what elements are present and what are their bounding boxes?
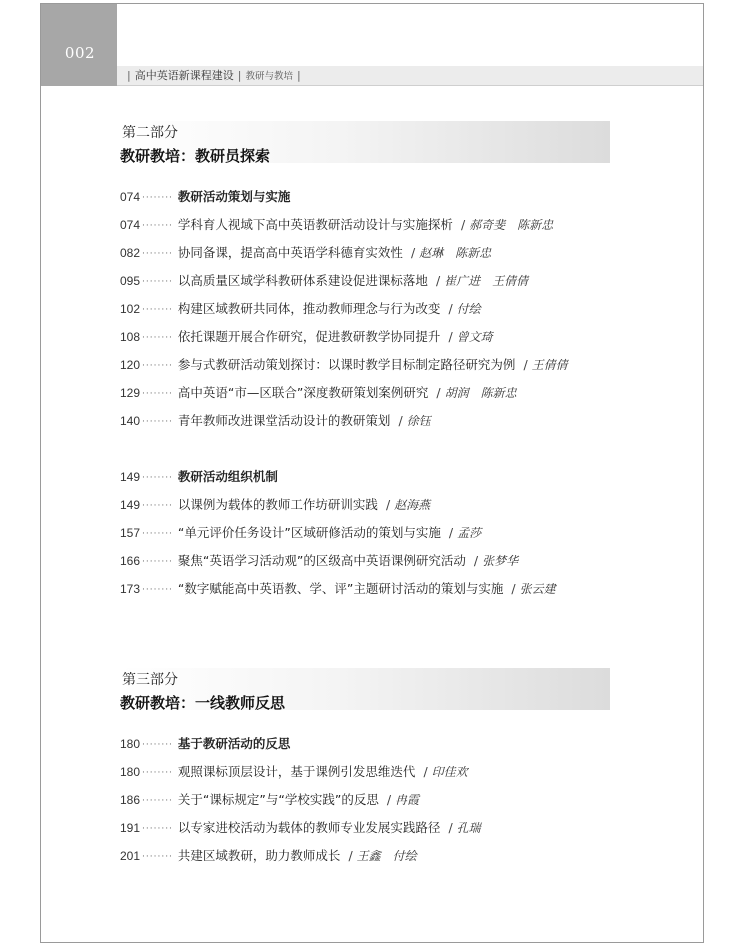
entry-author: 胡润 陈新忠 bbox=[444, 386, 517, 400]
toc-entry[interactable]: 082 ········ 协同备课，提高高中英语学科德育实效性 / 赵琳 陈新忠 bbox=[120, 245, 492, 260]
entry-author: 王鑫 付绘 bbox=[356, 849, 417, 863]
entry-author: 孟莎 bbox=[457, 526, 482, 540]
toc-entry[interactable]: 074 ········ 学科育人视域下高中英语教研活动设计与实施探析 / 郝奇斐 陈新忠 bbox=[120, 217, 554, 232]
entry-title: 学科育人视域下高中英语教研活动设计与实施探析 bbox=[177, 217, 453, 232]
entry-author: 赵海燕 bbox=[394, 498, 431, 512]
toc-entry[interactable]: 186 ········ 关于“课标规定”与“学校实践”的反思 / 冉霞 bbox=[120, 792, 420, 807]
page-ref: 201 bbox=[120, 849, 141, 863]
page-number: 002 bbox=[64, 44, 96, 62]
page-ref: 120 bbox=[120, 358, 141, 372]
entry-author: 崔广进 王倩倩 bbox=[444, 274, 529, 288]
entry-author: 孔瑞 bbox=[456, 821, 481, 835]
entry-title: 协同备课，提高高中英语学科德育实效性 bbox=[177, 245, 403, 260]
toc-entry[interactable]: 173 ········ “数字赋能高中英语教、学、评”主题研讨活动的策划与实施 / 张云建 bbox=[120, 581, 556, 596]
page-ref: 074 bbox=[120, 190, 141, 204]
entry-title: 关于“课标规定”与“学校实践”的反思 bbox=[177, 792, 379, 807]
entry-title: 构建区域教研共同体，推动教师理念与行为改变 bbox=[177, 301, 441, 316]
page-ref: 149 bbox=[120, 498, 141, 512]
entry-title: 依托课题开展合作研究，促进教研教学协同提升 bbox=[177, 329, 441, 344]
entry-title: 以高质量区域学科教研体系建设促进课标落地 bbox=[177, 273, 428, 288]
page-ref: 102 bbox=[120, 302, 141, 316]
page-ref: 180 bbox=[120, 765, 141, 779]
entry-title: 共建区域教研，助力教师成长 bbox=[177, 848, 341, 863]
part-title: 教研教培：一线教师反思 bbox=[120, 694, 286, 712]
entry-author: 付绘 bbox=[456, 302, 481, 316]
entry-author: 王倩倩 bbox=[531, 358, 568, 372]
entry-title: 观照课标顶层设计，基于课例引发思维迭代 bbox=[177, 764, 416, 779]
entry-title: 青年教师改进课堂活动设计的教研策划 bbox=[177, 413, 391, 428]
entry-title: 参与式教研活动策划探讨：以课时教学目标制定路径研究为例 bbox=[177, 357, 516, 372]
part-label: 第二部分 bbox=[122, 125, 178, 141]
toc-group-heading[interactable]: 180 ········ 基于教研活动的反思 bbox=[120, 736, 291, 751]
entry-title: “单元评价任务设计”区域研修活动的策划与实施 bbox=[177, 525, 441, 540]
toc-entry[interactable]: 191 ········ 以专家进校活动为载体的教师专业发展实践路径 / 孔瑞 bbox=[120, 820, 481, 835]
toc-entry[interactable]: 149 ········ 以课例为载体的教师工作坊研训实践 / 赵海燕 bbox=[120, 497, 431, 512]
entry-author: 印佳欢 bbox=[431, 765, 468, 779]
toc-entry[interactable]: 102 ········ 构建区域教研共同体，推动教师理念与行为改变 / 付绘 bbox=[120, 301, 481, 316]
toc-entry[interactable]: 140 ········ 青年教师改进课堂活动设计的教研策划 / 徐钰 bbox=[120, 413, 431, 428]
entry-title: 基于教研活动的反思 bbox=[177, 736, 291, 751]
book-page bbox=[40, 3, 704, 943]
page-ref: 149 bbox=[120, 470, 141, 484]
header-divider: | bbox=[296, 69, 301, 82]
page-corner-tab bbox=[41, 4, 117, 86]
page-ref: 166 bbox=[120, 554, 141, 568]
toc-entry[interactable]: 108 ········ 依托课题开展合作研究，促进教研教学协同提升 / 曾文琦 bbox=[120, 329, 493, 344]
entry-author: 郝奇斐 陈新忠 bbox=[469, 218, 554, 232]
page-ref: 074 bbox=[120, 218, 141, 232]
page-ref: 082 bbox=[120, 246, 141, 260]
entry-title: 教研活动策划与实施 bbox=[177, 189, 291, 204]
page-ref: 157 bbox=[120, 526, 141, 540]
page-ref: 173 bbox=[120, 582, 141, 596]
page-ref: 140 bbox=[120, 414, 141, 428]
toc-entry[interactable]: 180 ········ 观照课标顶层设计，基于课例引发思维迭代 / 印佳欢 bbox=[120, 764, 468, 779]
page-ref: 095 bbox=[120, 274, 141, 288]
toc-entry[interactable]: 120 ········ 参与式教研活动策划探讨：以课时教学目标制定路径研究为例 / 王倩倩 bbox=[120, 357, 568, 372]
entry-author: 冉霞 bbox=[395, 793, 420, 807]
entry-author: 徐钰 bbox=[406, 414, 431, 428]
part-title: 教研教培：教研员探索 bbox=[120, 147, 271, 165]
entry-title: 以课例为载体的教师工作坊研训实践 bbox=[177, 497, 378, 512]
toc-group-heading[interactable]: 149 ········ 教研活动组织机制 bbox=[120, 469, 278, 484]
toc-entry[interactable]: 157 ········ “单元评价任务设计”区域研修活动的策划与实施 / 孟莎 bbox=[120, 525, 482, 540]
entry-author: 赵琳 陈新忠 bbox=[419, 246, 492, 260]
toc-group-heading[interactable]: 074 ········ 教研活动策划与实施 bbox=[120, 189, 291, 204]
book-title: 高中英语新课程建设 bbox=[134, 69, 234, 82]
toc-entry[interactable]: 129 ········ 高中英语“市—区联合”深度教研策划案例研究 / 胡润 陈新忠 bbox=[120, 385, 517, 400]
entry-author: 张梦华 bbox=[482, 554, 519, 568]
toc-entry[interactable]: 095 ········ 以高质量区域学科教研体系建设促进课标落地 / 崔广进 王倩倩 bbox=[120, 273, 529, 288]
page-ref: 180 bbox=[120, 737, 141, 751]
page-ref: 108 bbox=[120, 330, 141, 344]
entry-title: 教研活动组织机制 bbox=[177, 469, 278, 484]
header-divider: | bbox=[127, 69, 131, 82]
part-label: 第三部分 bbox=[122, 672, 178, 688]
entry-author: 张云建 bbox=[519, 582, 556, 596]
page-ref: 191 bbox=[120, 821, 141, 835]
entry-title: 高中英语“市—区联合”深度教研策划案例研究 bbox=[177, 385, 429, 400]
entry-author: 曾文琦 bbox=[456, 330, 493, 344]
entry-title: 聚焦“英语学习活动观”的区级高中英语课例研究活动 bbox=[177, 553, 466, 568]
running-header bbox=[117, 66, 703, 86]
entry-title: 以专家进校活动为载体的教师专业发展实践路径 bbox=[177, 820, 441, 835]
toc-entry[interactable]: 166 ········ 聚焦“英语学习活动观”的区级高中英语课例研究活动 / 张梦华 bbox=[120, 553, 519, 568]
page-ref: 129 bbox=[120, 386, 141, 400]
section-title: 教研与教培 bbox=[245, 71, 293, 82]
header-divider: | bbox=[237, 69, 242, 82]
page-ref: 186 bbox=[120, 793, 141, 807]
toc-entry[interactable]: 201 ········ 共建区域教研，助力教师成长 / 王鑫 付绘 bbox=[120, 848, 417, 863]
entry-title: “数字赋能高中英语教、学、评”主题研讨活动的策划与实施 bbox=[177, 581, 504, 596]
